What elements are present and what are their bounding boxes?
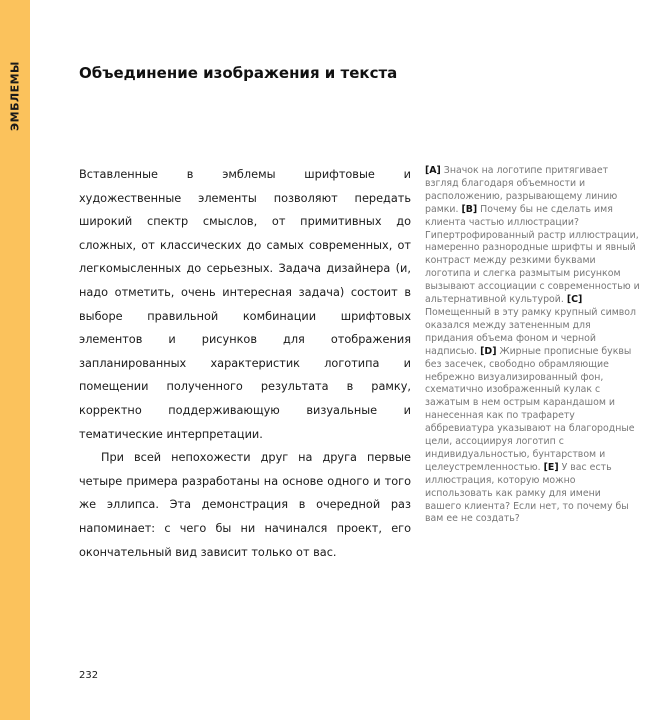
caption-key: [A] (425, 165, 441, 176)
caption-item: Жирные прописные буквы без засечек, свободно обрамляющие небрежно визуализированный фон, схематично изображенный кулак с зажатым в нем острым карандашом и нанесенная как по трафарету аббревиатура указывают на благородные цели, ассоциируя логотип с индивидуальностью, бунтарством и целеустремленностью. (425, 345, 635, 473)
page-number: 232 (79, 670, 99, 681)
caption-item: Значок на логотипе притягивает взгляд благодаря объемности и расположению, разрывающему линию рамки. (425, 165, 618, 215)
caption-item: У вас есть иллюстрация, которую можно использовать как рамку для имени вашего клиента? Если нет, то почему бы вам ее не создать? (425, 461, 629, 525)
caption-item: Помещенный в эту рамку крупный символ оказался между затененным для придания объема фоном и черной надписью. (425, 306, 637, 357)
caption-key: [D] (480, 345, 497, 357)
body-paragraph: Вставленные в эмблемы шрифтовые и художественные элементы позволяют передать широкий спектр смыслов, от примитивных до сложных, от классических до самых современных, от легкомысленных до серьезных. Задача дизайнера (и, надо отметить, очень интересная задача) состоит в выборе правильной комбинации шрифтовых элементов и рисунков для отображения запланированных характеристик логотипа и помещении полученного результата в рамку, корректно поддерживающую визуальные и тематические интерпретации. (79, 168, 411, 441)
body-paragraph: При всей непохожести друг на друга первые четыре примера разработаны на основе одного и того же эллипса. Эта демонстрация в очередной раз напоминает: с чего бы ни начинался проект, его окончательный вид зависит только от вас. (79, 451, 411, 559)
section-tab (0, 0, 30, 720)
caption-text (425, 165, 640, 526)
caption-key: [C] (566, 294, 583, 306)
section-label: ЭМБЛЕМЫ (8, 61, 22, 131)
caption-item: Почему бы не сделать имя клиента частью иллюстрации? Гипертрофированный растр иллюстрации, намеренно разнородные шрифты и явный контраст между резкими буквами логотипа и слегка размытым рисунком вызывают ассоциации с современностью и альтернативной культурой. (425, 203, 640, 306)
body-text (79, 163, 411, 564)
page-title: Объединение изображения и текста (79, 64, 398, 82)
caption-key: [E] (543, 461, 559, 473)
caption-key: [B] (461, 203, 478, 215)
